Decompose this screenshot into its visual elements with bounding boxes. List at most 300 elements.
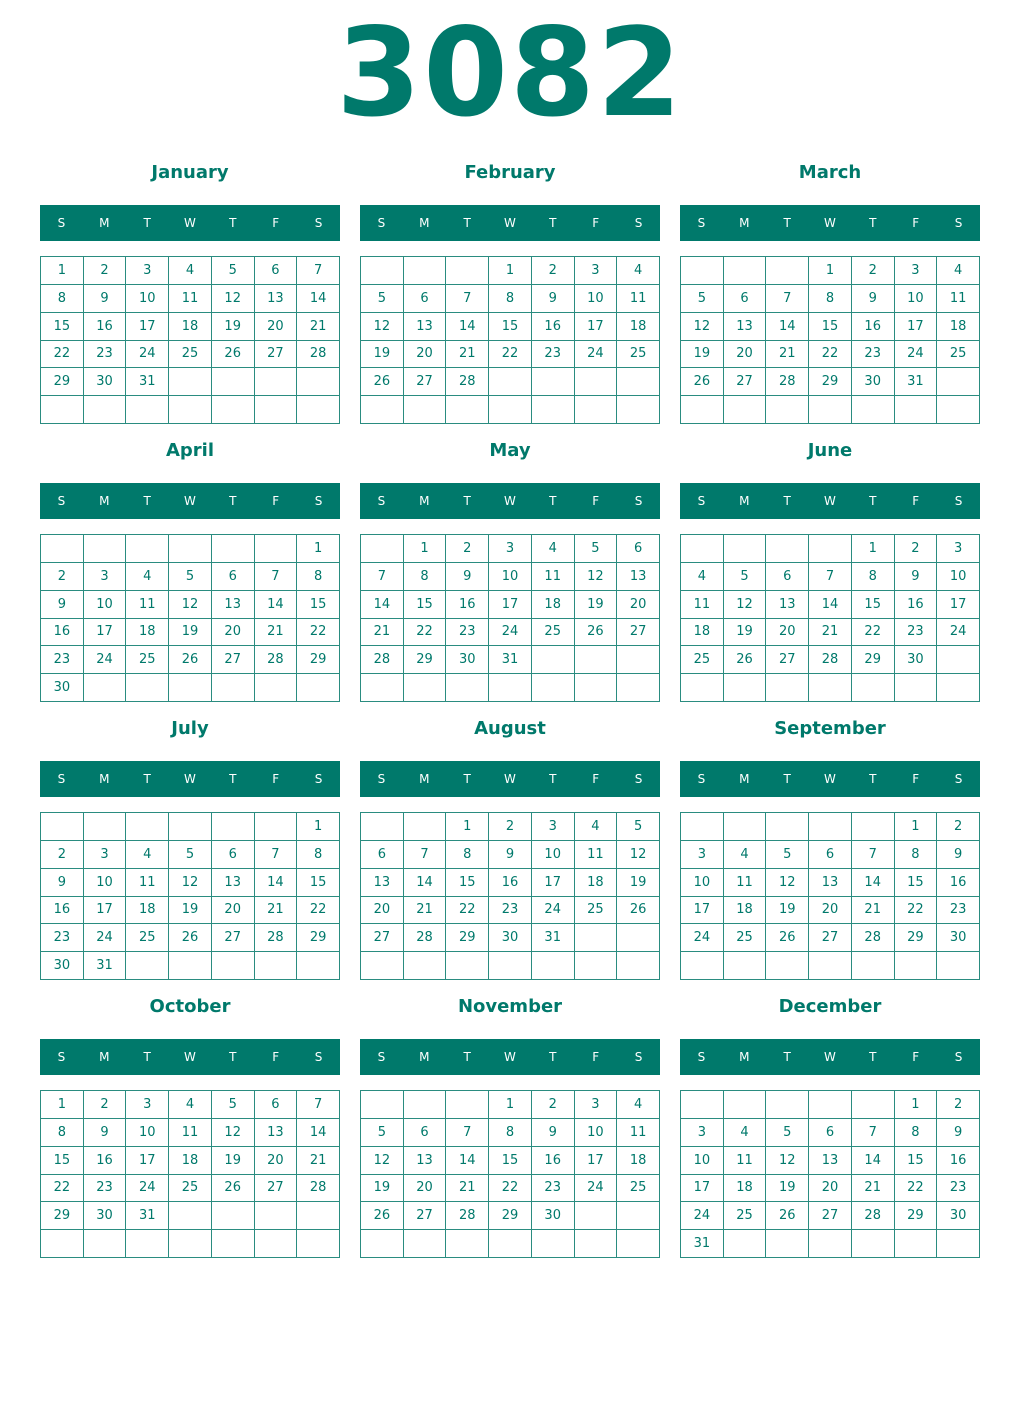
weekday-label: T: [869, 216, 877, 230]
empty-cell: [212, 368, 255, 396]
day-cell: 20: [212, 897, 255, 925]
day-cell: 25: [169, 1175, 212, 1203]
day-cell: 15: [297, 591, 340, 619]
day-cell: 5: [212, 257, 255, 285]
empty-cell: [446, 1230, 489, 1258]
day-cell: 13: [404, 313, 447, 341]
weekday-label: W: [504, 494, 516, 508]
day-cell: 1: [41, 257, 84, 285]
day-cell: 9: [446, 563, 489, 591]
day-cell: 10: [126, 285, 169, 313]
weekday-label: M: [99, 1050, 110, 1064]
month-december: [680, 991, 980, 1252]
day-grid: [360, 1090, 660, 1258]
empty-cell: [212, 396, 255, 424]
day-cell: 6: [212, 563, 255, 591]
day-cell: 1: [809, 257, 852, 285]
day-cell: 17: [126, 313, 169, 341]
day-cell: 14: [297, 1119, 340, 1147]
empty-cell: [297, 1230, 340, 1258]
weekday-label: T: [783, 772, 791, 786]
day-cell: 25: [724, 924, 767, 952]
empty-cell: [446, 674, 489, 702]
empty-cell: [41, 396, 84, 424]
empty-cell: [361, 674, 404, 702]
month-name: November: [457, 996, 563, 1017]
day-cell: 20: [809, 1175, 852, 1203]
weekday-label: S: [377, 1050, 386, 1064]
empty-cell: [255, 535, 298, 563]
empty-cell: [489, 674, 532, 702]
empty-cell: [169, 813, 212, 841]
weekday-label: T: [229, 772, 237, 786]
weekday-header: [680, 1039, 980, 1075]
empty-cell: [681, 1091, 724, 1119]
day-cell: 20: [404, 341, 447, 369]
weekday-label: T: [869, 494, 877, 508]
empty-cell: [809, 1230, 852, 1258]
empty-cell: [724, 674, 767, 702]
weekday-label: M: [99, 216, 110, 230]
day-cell: 3: [895, 257, 938, 285]
empty-cell: [617, 674, 660, 702]
day-cell: 2: [41, 563, 84, 591]
day-cell: 10: [575, 1119, 618, 1147]
weekday-label: T: [229, 494, 237, 508]
weekday-label: T: [229, 1050, 237, 1064]
day-cell: 13: [404, 1147, 447, 1175]
weekday-label: F: [592, 772, 600, 786]
day-cell: 7: [297, 1091, 340, 1119]
day-cell: 3: [126, 1091, 169, 1119]
day-cell: 17: [84, 897, 127, 925]
day-cell: 1: [852, 535, 895, 563]
weekday-label: S: [954, 772, 963, 786]
day-cell: 14: [361, 591, 404, 619]
year-title: 3082: [336, 2, 684, 144]
day-cell: 2: [489, 813, 532, 841]
day-cell: 22: [297, 619, 340, 647]
day-cell: 31: [681, 1230, 724, 1258]
day-cell: 21: [766, 341, 809, 369]
day-cell: 5: [575, 535, 618, 563]
day-cell: 31: [489, 646, 532, 674]
day-cell: 15: [446, 869, 489, 897]
day-cell: 19: [724, 619, 767, 647]
weekday-label: F: [912, 216, 920, 230]
empty-cell: [126, 674, 169, 702]
empty-cell: [212, 1202, 255, 1230]
empty-cell: [809, 535, 852, 563]
empty-cell: [575, 1202, 618, 1230]
month-name: September: [774, 718, 886, 739]
day-cell: 22: [41, 1175, 84, 1203]
day-cell: 22: [489, 341, 532, 369]
day-cell: 10: [84, 869, 127, 897]
empty-cell: [255, 396, 298, 424]
day-cell: 12: [169, 591, 212, 619]
day-cell: 10: [532, 841, 575, 869]
day-cell: 1: [297, 813, 340, 841]
weekday-label: T: [869, 1050, 877, 1064]
day-cell: 20: [617, 591, 660, 619]
day-cell: 1: [489, 1091, 532, 1119]
weekday-header: [40, 483, 340, 519]
weekday-label: T: [549, 494, 557, 508]
day-cell: 20: [809, 897, 852, 925]
day-cell: 6: [724, 285, 767, 313]
day-cell: 5: [766, 841, 809, 869]
empty-cell: [361, 535, 404, 563]
day-cell: 4: [681, 563, 724, 591]
weekday-label: W: [824, 1050, 836, 1064]
empty-cell: [852, 1230, 895, 1258]
day-cell: 16: [895, 591, 938, 619]
day-cell: 10: [489, 563, 532, 591]
empty-cell: [809, 813, 852, 841]
day-cell: 18: [681, 619, 724, 647]
day-cell: 5: [617, 813, 660, 841]
day-cell: 6: [617, 535, 660, 563]
day-cell: 27: [766, 646, 809, 674]
day-cell: 8: [297, 841, 340, 869]
day-cell: 2: [84, 1091, 127, 1119]
empty-cell: [169, 396, 212, 424]
day-cell: 7: [255, 841, 298, 869]
day-cell: 24: [575, 341, 618, 369]
month-may: [360, 435, 660, 668]
day-cell: 16: [937, 869, 980, 897]
day-cell: 29: [297, 646, 340, 674]
day-cell: 7: [255, 563, 298, 591]
day-cell: 24: [84, 924, 127, 952]
empty-cell: [724, 257, 767, 285]
day-cell: 5: [766, 1119, 809, 1147]
day-cell: 1: [297, 535, 340, 563]
weekday-label: T: [229, 216, 237, 230]
empty-cell: [489, 368, 532, 396]
day-cell: 6: [766, 563, 809, 591]
empty-cell: [681, 674, 724, 702]
day-cell: 17: [681, 897, 724, 925]
day-cell: 27: [212, 646, 255, 674]
day-cell: 19: [212, 1147, 255, 1175]
day-cell: 25: [937, 341, 980, 369]
day-cell: 2: [895, 535, 938, 563]
day-cell: 9: [84, 285, 127, 313]
day-cell: 15: [895, 869, 938, 897]
day-cell: 29: [41, 1202, 84, 1230]
day-cell: 7: [446, 285, 489, 313]
weekday-label: T: [869, 772, 877, 786]
empty-cell: [361, 396, 404, 424]
empty-cell: [169, 1202, 212, 1230]
day-cell: 13: [766, 591, 809, 619]
weekday-label: F: [592, 216, 600, 230]
day-cell: 31: [126, 1202, 169, 1230]
empty-cell: [489, 952, 532, 980]
day-cell: 26: [212, 341, 255, 369]
empty-cell: [617, 1230, 660, 1258]
day-cell: 29: [446, 924, 489, 952]
day-cell: 25: [126, 646, 169, 674]
day-cell: 27: [255, 341, 298, 369]
day-cell: 26: [766, 1202, 809, 1230]
day-cell: 6: [212, 841, 255, 869]
empty-cell: [404, 1230, 447, 1258]
day-cell: 18: [617, 1147, 660, 1175]
day-cell: 5: [212, 1091, 255, 1119]
empty-cell: [489, 1230, 532, 1258]
weekday-label: S: [57, 216, 66, 230]
weekday-label: S: [697, 494, 706, 508]
day-grid: [360, 812, 660, 980]
day-cell: 11: [575, 841, 618, 869]
day-cell: 11: [532, 563, 575, 591]
empty-cell: [126, 396, 169, 424]
day-cell: 19: [766, 897, 809, 925]
weekday-label: W: [184, 772, 196, 786]
day-cell: 16: [532, 313, 575, 341]
day-cell: 15: [297, 869, 340, 897]
day-cell: 16: [446, 591, 489, 619]
weekday-label: F: [272, 1050, 280, 1064]
day-cell: 28: [297, 341, 340, 369]
day-cell: 30: [84, 368, 127, 396]
month-january: [40, 157, 340, 390]
day-cell: 28: [404, 924, 447, 952]
weekday-label: S: [634, 772, 643, 786]
weekday-label: T: [143, 494, 151, 508]
day-cell: 10: [575, 285, 618, 313]
day-cell: 12: [169, 869, 212, 897]
day-cell: 22: [489, 1175, 532, 1203]
month-name: October: [149, 996, 231, 1017]
day-cell: 23: [489, 897, 532, 925]
day-cell: 23: [84, 1175, 127, 1203]
weekday-label: W: [184, 216, 196, 230]
day-cell: 7: [809, 563, 852, 591]
day-cell: 8: [809, 285, 852, 313]
day-cell: 2: [937, 813, 980, 841]
empty-cell: [617, 924, 660, 952]
weekday-header: [40, 205, 340, 241]
empty-cell: [84, 396, 127, 424]
month-july: [40, 713, 340, 974]
weekday-label: T: [783, 1050, 791, 1064]
day-cell: 20: [766, 619, 809, 647]
day-cell: 21: [446, 1175, 489, 1203]
empty-cell: [255, 368, 298, 396]
weekday-header: [40, 1039, 340, 1075]
weekday-header: [680, 483, 980, 519]
empty-cell: [41, 535, 84, 563]
empty-cell: [212, 952, 255, 980]
empty-cell: [532, 646, 575, 674]
weekday-label: S: [57, 1050, 66, 1064]
empty-cell: [446, 1091, 489, 1119]
weekday-label: T: [143, 216, 151, 230]
day-cell: 4: [617, 1091, 660, 1119]
day-cell: 23: [41, 646, 84, 674]
empty-cell: [724, 396, 767, 424]
day-cell: 13: [255, 285, 298, 313]
day-cell: 18: [617, 313, 660, 341]
day-cell: 30: [41, 952, 84, 980]
day-cell: 9: [41, 869, 84, 897]
day-cell: 23: [852, 341, 895, 369]
day-cell: 1: [404, 535, 447, 563]
weekday-label: S: [314, 494, 323, 508]
day-cell: 3: [681, 841, 724, 869]
empty-cell: [681, 952, 724, 980]
day-cell: 12: [766, 869, 809, 897]
day-cell: 11: [724, 1147, 767, 1175]
empty-cell: [681, 813, 724, 841]
day-cell: 25: [617, 341, 660, 369]
day-cell: 11: [169, 285, 212, 313]
day-cell: 26: [212, 1175, 255, 1203]
weekday-header: [360, 1039, 660, 1075]
day-cell: 9: [852, 285, 895, 313]
day-cell: 19: [361, 1175, 404, 1203]
day-cell: 8: [41, 1119, 84, 1147]
day-cell: 26: [681, 368, 724, 396]
weekday-label: W: [824, 494, 836, 508]
day-cell: 30: [41, 674, 84, 702]
month-february: [360, 157, 660, 390]
empty-cell: [361, 952, 404, 980]
day-cell: 30: [852, 368, 895, 396]
day-cell: 24: [84, 646, 127, 674]
day-grid: [360, 534, 660, 702]
empty-cell: [404, 257, 447, 285]
day-cell: 6: [404, 285, 447, 313]
day-cell: 23: [84, 341, 127, 369]
day-cell: 28: [446, 368, 489, 396]
day-cell: 12: [212, 285, 255, 313]
empty-cell: [724, 1230, 767, 1258]
day-cell: 16: [937, 1147, 980, 1175]
day-cell: 16: [852, 313, 895, 341]
day-cell: 10: [681, 869, 724, 897]
month-october: [40, 991, 340, 1224]
weekday-label: M: [739, 1050, 750, 1064]
weekday-label: T: [463, 494, 471, 508]
day-cell: 30: [84, 1202, 127, 1230]
day-cell: 11: [617, 285, 660, 313]
day-cell: 20: [212, 619, 255, 647]
day-cell: 8: [446, 841, 489, 869]
day-cell: 14: [446, 1147, 489, 1175]
day-cell: 17: [489, 591, 532, 619]
empty-cell: [446, 952, 489, 980]
day-cell: 5: [724, 563, 767, 591]
day-cell: 2: [937, 1091, 980, 1119]
day-cell: 19: [361, 341, 404, 369]
day-cell: 29: [809, 368, 852, 396]
weekday-header: [680, 205, 980, 241]
day-cell: 28: [809, 646, 852, 674]
day-cell: 22: [41, 341, 84, 369]
empty-cell: [937, 396, 980, 424]
empty-cell: [766, 1230, 809, 1258]
month-april: [40, 435, 340, 696]
day-cell: 20: [724, 341, 767, 369]
empty-cell: [895, 1230, 938, 1258]
weekday-label: W: [184, 494, 196, 508]
day-cell: 12: [361, 313, 404, 341]
empty-cell: [809, 396, 852, 424]
day-cell: 26: [617, 897, 660, 925]
day-cell: 23: [532, 1175, 575, 1203]
day-cell: 14: [852, 1147, 895, 1175]
day-cell: 29: [489, 1202, 532, 1230]
weekday-label: F: [912, 772, 920, 786]
month-name: June: [807, 440, 853, 461]
weekday-label: F: [912, 1050, 920, 1064]
month-march: [680, 157, 980, 390]
day-cell: 6: [404, 1119, 447, 1147]
empty-cell: [766, 257, 809, 285]
month-name: March: [798, 162, 862, 183]
day-cell: 31: [532, 924, 575, 952]
day-cell: 10: [937, 563, 980, 591]
empty-cell: [852, 1091, 895, 1119]
empty-cell: [212, 1230, 255, 1258]
empty-cell: [681, 535, 724, 563]
weekday-label: S: [697, 1050, 706, 1064]
day-cell: 24: [126, 1175, 169, 1203]
day-cell: 11: [937, 285, 980, 313]
day-cell: 10: [895, 285, 938, 313]
empty-cell: [297, 674, 340, 702]
day-cell: 5: [361, 1119, 404, 1147]
day-cell: 23: [446, 619, 489, 647]
day-cell: 16: [532, 1147, 575, 1175]
day-cell: 12: [681, 313, 724, 341]
day-cell: 15: [895, 1147, 938, 1175]
weekday-label: S: [377, 216, 386, 230]
empty-cell: [617, 952, 660, 980]
day-cell: 22: [809, 341, 852, 369]
day-cell: 31: [84, 952, 127, 980]
day-cell: 23: [895, 619, 938, 647]
weekday-label: S: [697, 216, 706, 230]
day-cell: 13: [809, 869, 852, 897]
month-june: [680, 435, 980, 668]
day-cell: 24: [489, 619, 532, 647]
day-cell: 9: [489, 841, 532, 869]
day-cell: 8: [489, 285, 532, 313]
empty-cell: [852, 813, 895, 841]
day-cell: 15: [41, 1147, 84, 1175]
month-name: August: [474, 718, 546, 739]
weekday-label: F: [272, 494, 280, 508]
weekday-label: S: [377, 772, 386, 786]
empty-cell: [255, 1230, 298, 1258]
empty-cell: [809, 1091, 852, 1119]
weekday-label: M: [99, 772, 110, 786]
day-cell: 14: [852, 869, 895, 897]
weekday-label: S: [377, 494, 386, 508]
weekday-header: [40, 761, 340, 797]
weekday-label: M: [419, 494, 430, 508]
empty-cell: [937, 952, 980, 980]
day-cell: 3: [84, 563, 127, 591]
day-cell: 11: [169, 1119, 212, 1147]
day-cell: 29: [41, 368, 84, 396]
